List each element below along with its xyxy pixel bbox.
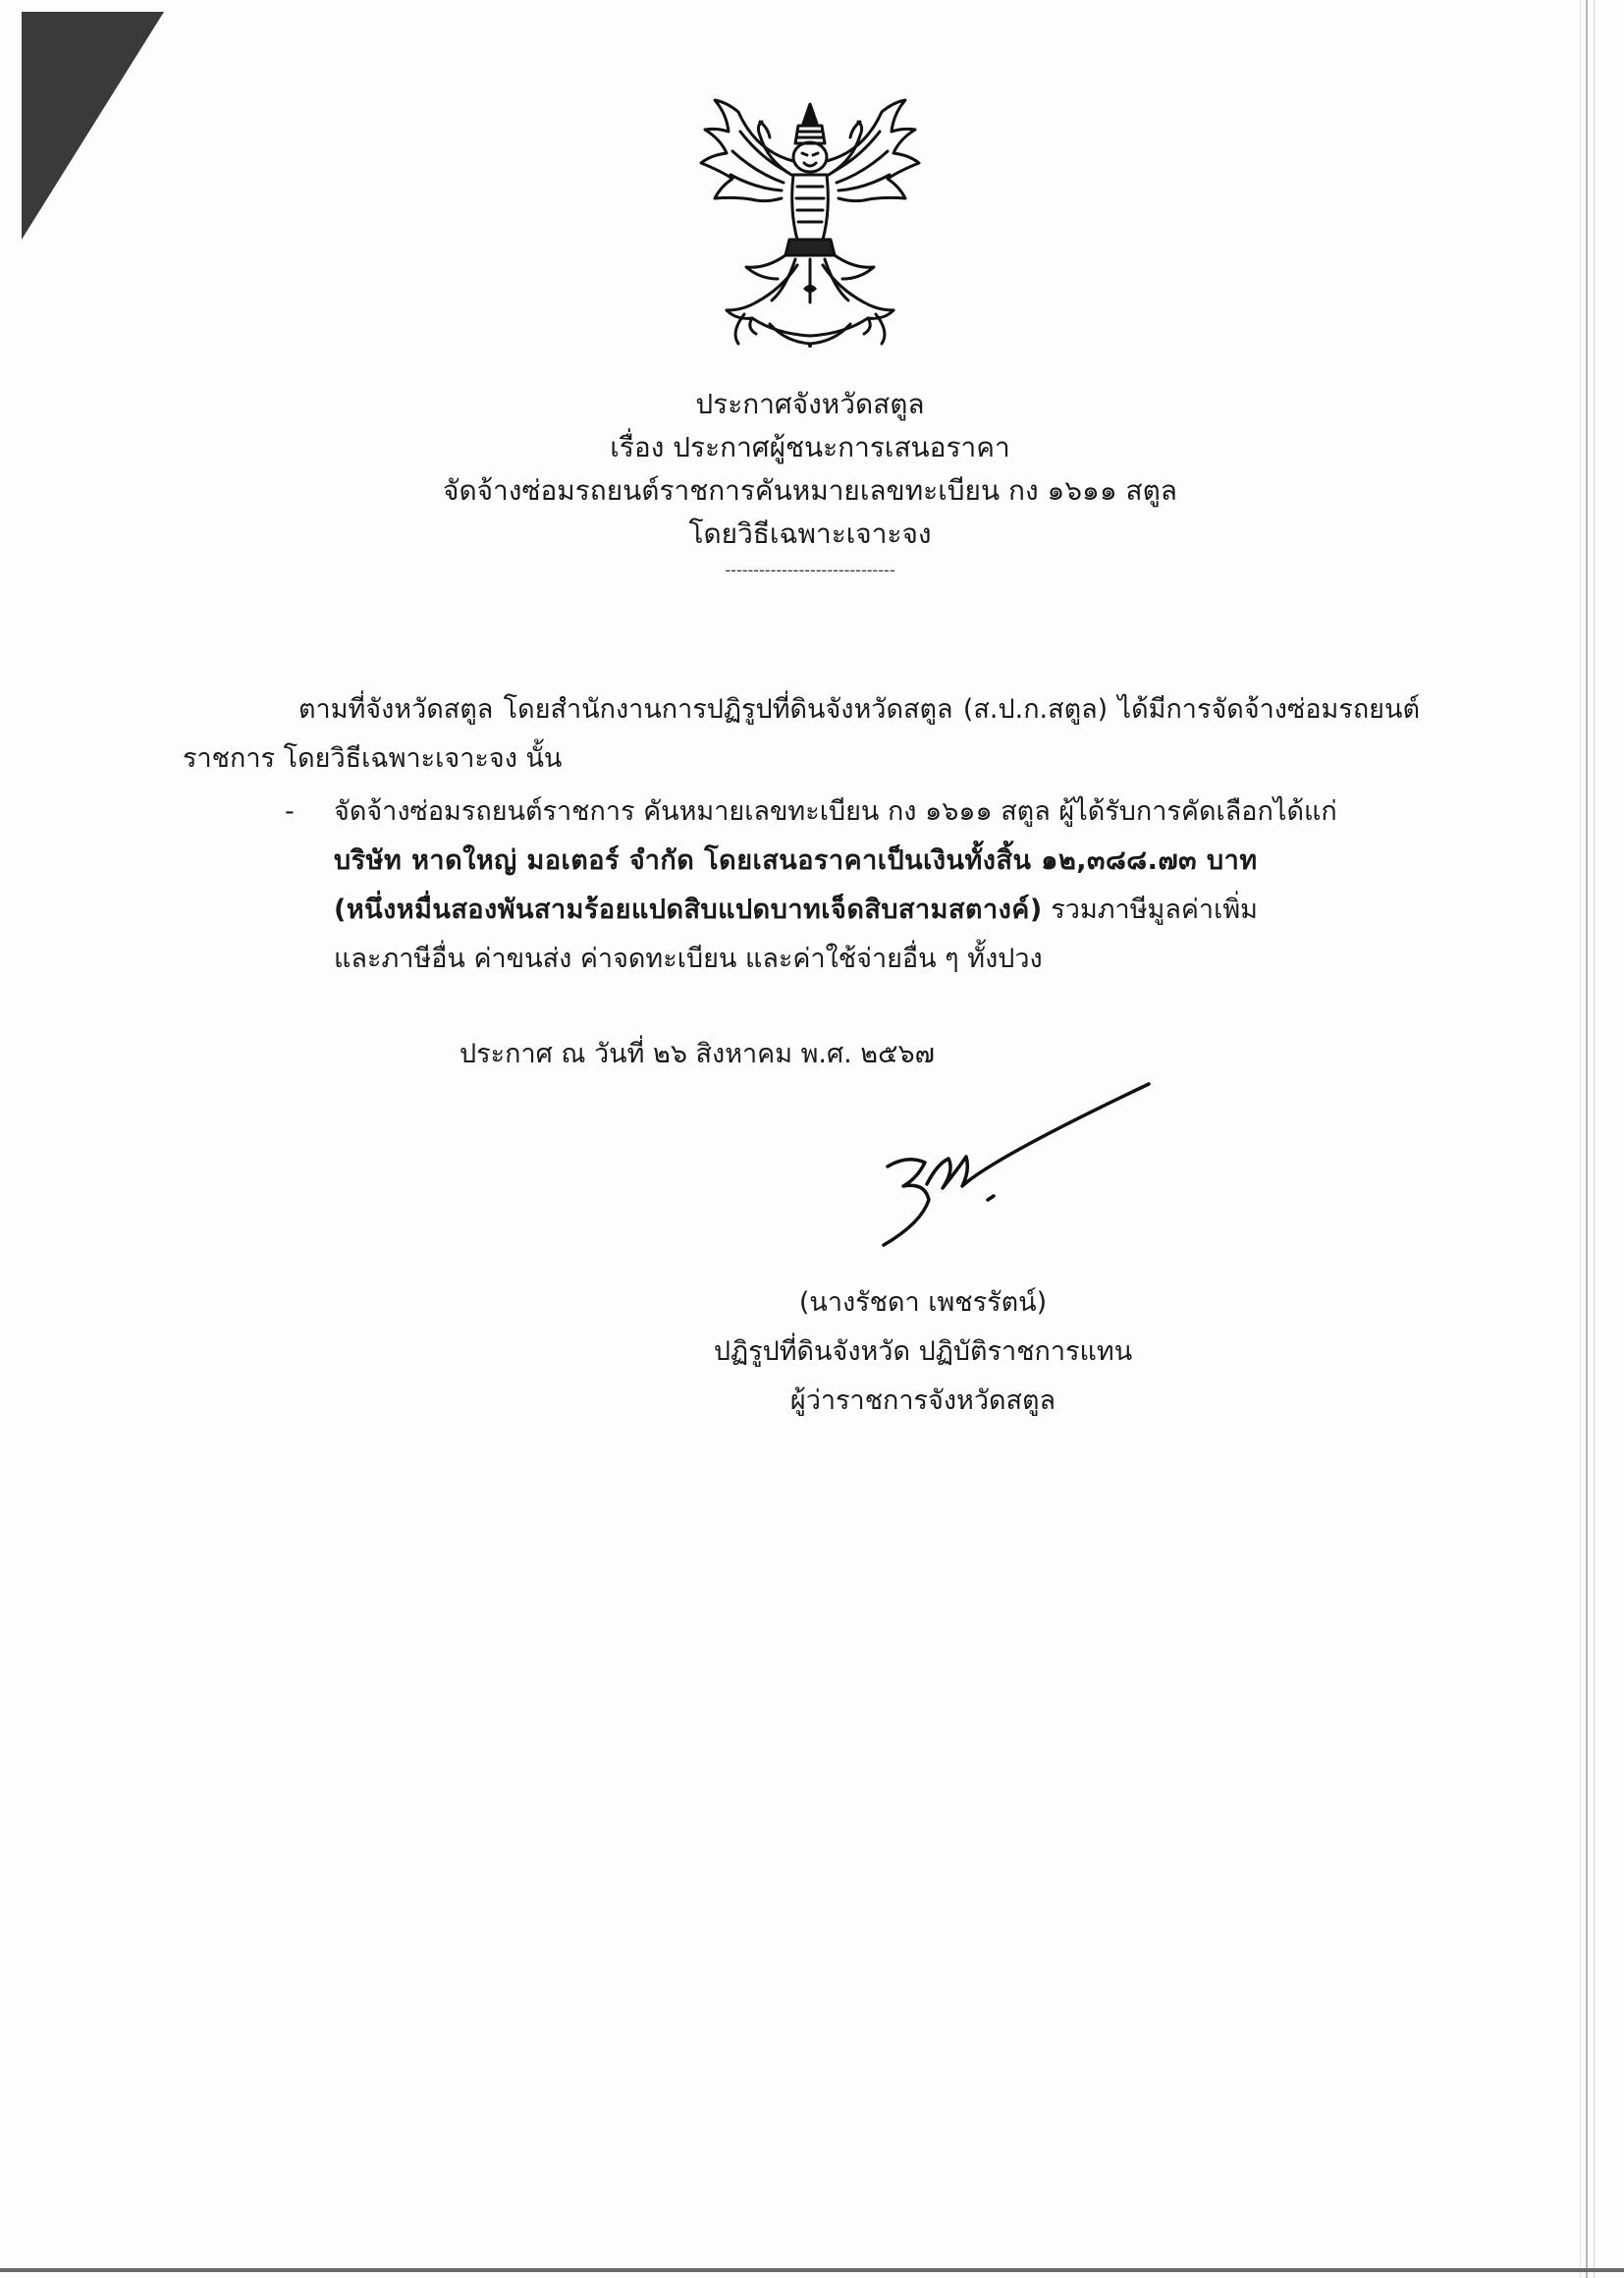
garuda-emblem-icon	[687, 92, 933, 350]
signer-block	[668, 1278, 1178, 1426]
announcement-title	[295, 383, 1326, 585]
signer-on-behalf-of: ผู้ว่าราชการจังหวัดสตูล	[789, 1385, 1056, 1416]
scan-corner-artifact	[22, 12, 164, 240]
announcement-date: ประกาศ ณ วันที่ ๒๖ สิงหาคม พ.ศ. ๒๕๖๗	[460, 1039, 935, 1069]
bullet-line-4: และภาษีอื่น ค่าขนส่ง ค่าจดทะเบียน และค่าใช้จ่ายอื่น ๆ ทั้งปวง	[334, 944, 1043, 974]
scan-right-edge-line	[1580, 0, 1581, 2278]
scan-right-edge	[1586, 0, 1595, 2278]
bullet-dash: -	[285, 796, 295, 827]
title-line-1: ประกาศจังหวัดสตูล	[695, 388, 925, 420]
body-paragraph-1: ตามที่จังหวัดสตูล โดยสำนักงานการปฏิรูปที่ดินจังหวัดสตูล (ส.ป.ก.สตูล) ได้มีการจัดจ้างซ่อมรถยนต์ราชการ โดยวิธีเฉพาะเจาะจง นั้น	[183, 694, 1420, 774]
bullet-line-1: จัดจ้างซ่อมรถยนต์ราชการ คันหมายเลขทะเบียน กง ๑๖๑๑ สตูล ผู้ได้รับการคัดเลือกได้แก่	[334, 796, 1337, 827]
handwritten-signature	[864, 1080, 1159, 1276]
bullet-line-2: บริษัท หาดใหญ่ มอเตอร์ จำกัด โดยเสนอราคาเป็นเงินทั้งสิ้น ๑๒,๓๘๘.๗๓ บาท	[334, 845, 1258, 876]
title-divider: ------------------------------	[725, 561, 895, 579]
bullet-line-3	[334, 886, 1422, 935]
vat-note: รวมภาษีมูลค่าเพิ่ม	[1042, 895, 1258, 925]
signer-position: ปฏิรูปที่ดินจังหวัด ปฏิบัติราชการแทน	[713, 1336, 1133, 1367]
title-line-2: เรื่อง ประกาศผู้ชนะการเสนอราคา	[610, 431, 1010, 463]
title-line-3: จัดจ้างซ่อมรถยนต์ราชการคันหมายเลขทะเบียน กง ๑๖๑๑ สตูล	[443, 474, 1177, 507]
award-bullet	[285, 787, 1422, 984]
scan-bottom-edge	[0, 2268, 1624, 2272]
signer-name: (นางรัชดา เพชรรัตน์)	[798, 1287, 1048, 1318]
announcement-body	[183, 685, 1420, 984]
amount-in-words: (หนึ่งหมื่นสองพันสามร้อยแปดสิบแปดบาทเจ็ดสิบสามสตางค์)	[334, 895, 1043, 925]
title-line-4: โดยวิธีเฉพาะเจาะจง	[688, 517, 932, 550]
